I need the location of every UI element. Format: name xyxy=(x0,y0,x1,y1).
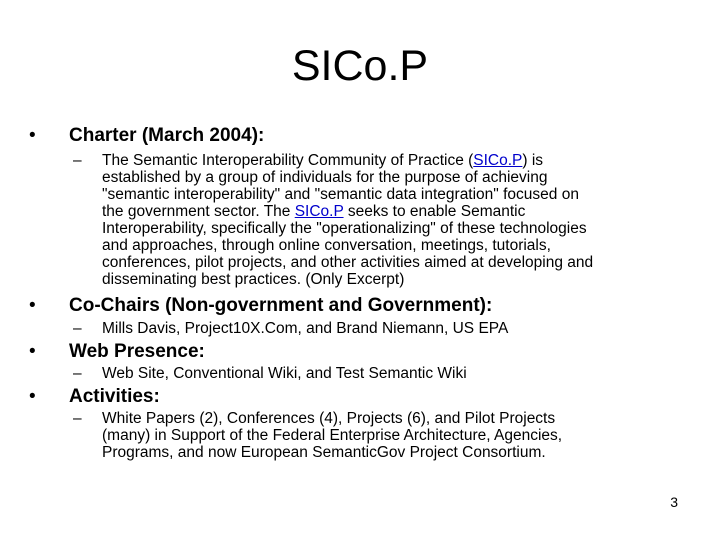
bullet-text: Co-Chairs (Non-government and Government): xyxy=(69,295,493,316)
text-line: conferences, pilot projects, and other activities aimed at developing and xyxy=(102,254,594,271)
text-line: (many) in Support of the Federal Enterprise Architecture, Agencies, xyxy=(102,427,563,444)
sub-bullet-text xyxy=(102,410,682,461)
slide-title: SICo.P xyxy=(291,42,429,90)
bullet-marker: • xyxy=(29,125,36,146)
text-line: Programs, and now European SemanticGov Project Consortium. xyxy=(102,444,546,461)
bullet-text: Activities: xyxy=(69,386,160,407)
bullet-text: Charter (March 2004): xyxy=(69,125,265,146)
text-line: disseminating best practices. (Only Excerpt) xyxy=(102,271,405,288)
text-segment: seeks to enable Semantic xyxy=(343,203,526,220)
sub-bullet-text xyxy=(102,152,682,288)
sicop-link[interactable]: SICo.P xyxy=(473,152,523,169)
bullet-text: Web Presence: xyxy=(69,341,205,362)
dash-marker: – xyxy=(73,410,82,427)
text-segment: the government sector. The xyxy=(102,203,295,220)
text-line: "semantic interoperability" and "semantic data integration" focused on xyxy=(102,186,579,203)
dash-marker: – xyxy=(73,365,82,382)
text-line: Interoperability, specifically the "operationalizing" of these technologies xyxy=(102,220,587,237)
text-line: Web Site, Conventional Wiki, and Test Semantic Wiki xyxy=(102,365,467,382)
bullet-marker: • xyxy=(29,386,36,407)
text-line: and approaches, through online conversation, meetings, tutorials, xyxy=(102,237,551,254)
text-segment: ) is xyxy=(522,152,544,169)
text-segment: The Semantic Interoperability Community of Practice ( xyxy=(102,152,474,169)
sub-bullet-text xyxy=(102,365,682,382)
bullet-marker: • xyxy=(29,341,36,362)
page-number: 3 xyxy=(670,494,678,510)
text-line xyxy=(102,203,682,220)
bullet-marker: • xyxy=(29,295,36,316)
dash-marker: – xyxy=(73,320,82,337)
text-line: White Papers (2), Conferences (4), Projects (6), and Pilot Projects xyxy=(102,410,556,427)
text-line: established by a group of individuals for the purpose of achieving xyxy=(102,169,548,186)
sicop-link[interactable]: SICo.P xyxy=(294,203,344,220)
dash-marker: – xyxy=(73,152,82,169)
text-line: Mills Davis, Project10X.Com, and Brand Niemann, US EPA xyxy=(102,320,509,337)
text-line xyxy=(102,152,682,169)
sub-bullet-text xyxy=(102,320,682,337)
